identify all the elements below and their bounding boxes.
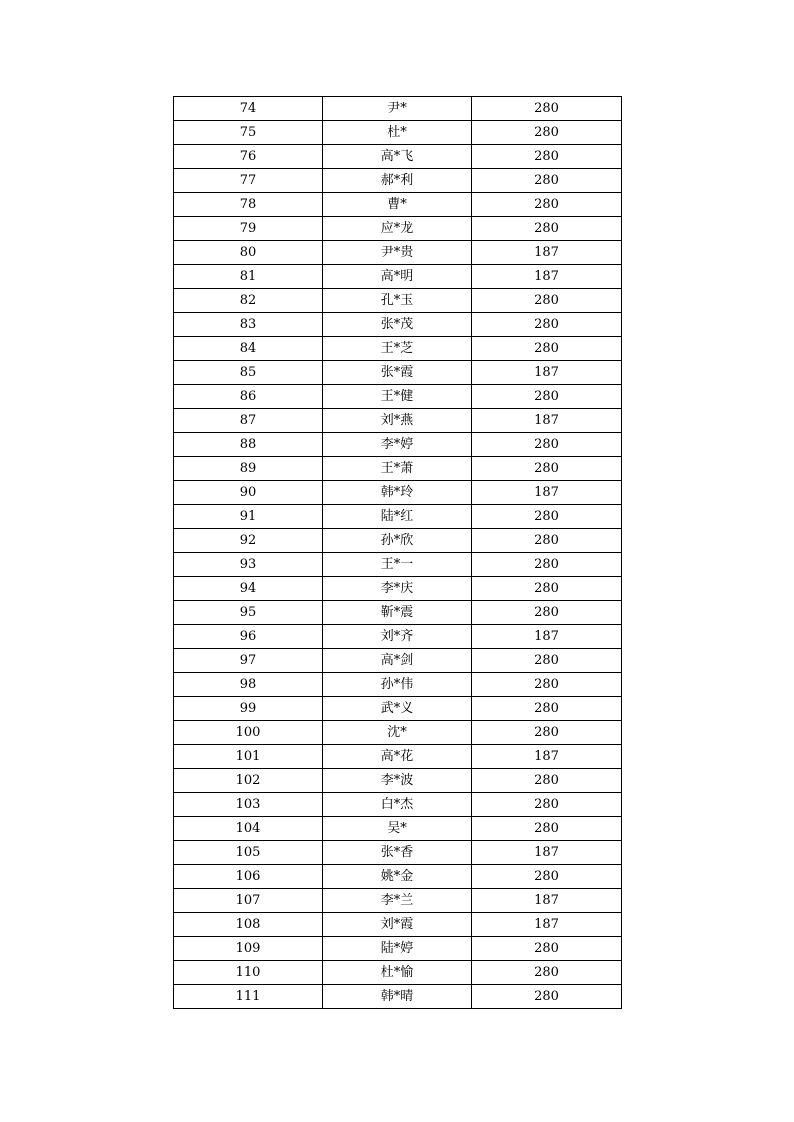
table-row	[174, 529, 622, 553]
table-row	[174, 481, 622, 505]
name-cell: 靳*震	[323, 601, 472, 625]
table-row	[174, 361, 622, 385]
table-row	[174, 985, 622, 1009]
amount-cell: 280	[472, 505, 622, 529]
table-row	[174, 937, 622, 961]
amount-cell: 187	[472, 241, 622, 265]
amount-cell: 280	[472, 721, 622, 745]
row-number-cell: 93	[174, 553, 323, 577]
name-cell: 韩*晴	[323, 985, 472, 1009]
name-cell: 孙*欣	[323, 529, 472, 553]
name-cell: 张*茂	[323, 313, 472, 337]
amount-cell: 187	[472, 625, 622, 649]
amount-cell: 187	[472, 913, 622, 937]
name-cell: 曹*	[323, 193, 472, 217]
row-number-cell: 105	[174, 841, 323, 865]
amount-cell: 280	[472, 217, 622, 241]
row-number-cell: 99	[174, 697, 323, 721]
row-number-cell: 97	[174, 649, 323, 673]
row-number-cell: 94	[174, 577, 323, 601]
name-cell: 李*兰	[323, 889, 472, 913]
name-cell: 刘*霞	[323, 913, 472, 937]
table-row	[174, 673, 622, 697]
name-cell: 高*飞	[323, 145, 472, 169]
amount-cell: 280	[472, 97, 622, 121]
row-number-cell: 75	[174, 121, 323, 145]
amount-cell: 187	[472, 481, 622, 505]
amount-cell: 280	[472, 385, 622, 409]
name-cell: 应*龙	[323, 217, 472, 241]
row-number-cell: 77	[174, 169, 323, 193]
name-cell: 姚*金	[323, 865, 472, 889]
table-row	[174, 889, 622, 913]
table-row	[174, 241, 622, 265]
name-cell: 韩*玲	[323, 481, 472, 505]
table-row	[174, 601, 622, 625]
table-row	[174, 409, 622, 433]
row-number-cell: 76	[174, 145, 323, 169]
amount-cell: 280	[472, 937, 622, 961]
table-row	[174, 649, 622, 673]
row-number-cell: 78	[174, 193, 323, 217]
table-row	[174, 961, 622, 985]
table-row	[174, 217, 622, 241]
table-row	[174, 145, 622, 169]
table-row	[174, 841, 622, 865]
name-cell: 白*杰	[323, 793, 472, 817]
row-number-cell: 109	[174, 937, 323, 961]
row-number-cell: 101	[174, 745, 323, 769]
name-cell: 尹*	[323, 97, 472, 121]
amount-cell: 280	[472, 985, 622, 1009]
row-number-cell: 91	[174, 505, 323, 529]
table-row	[174, 817, 622, 841]
table-row	[174, 337, 622, 361]
table-row	[174, 913, 622, 937]
amount-cell: 280	[472, 289, 622, 313]
table-row	[174, 457, 622, 481]
table-row	[174, 169, 622, 193]
name-cell: 王*萧	[323, 457, 472, 481]
data-table	[173, 96, 622, 1009]
row-number-cell: 108	[174, 913, 323, 937]
table-row	[174, 553, 622, 577]
name-cell: 孙*伟	[323, 673, 472, 697]
row-number-cell: 92	[174, 529, 323, 553]
amount-cell: 280	[472, 673, 622, 697]
row-number-cell: 87	[174, 409, 323, 433]
amount-cell: 280	[472, 145, 622, 169]
name-cell: 刘*齐	[323, 625, 472, 649]
row-number-cell: 96	[174, 625, 323, 649]
row-number-cell: 89	[174, 457, 323, 481]
amount-cell: 280	[472, 169, 622, 193]
table-row	[174, 697, 622, 721]
row-number-cell: 106	[174, 865, 323, 889]
table-row	[174, 265, 622, 289]
amount-cell: 280	[472, 193, 622, 217]
table-row	[174, 505, 622, 529]
row-number-cell: 98	[174, 673, 323, 697]
row-number-cell: 107	[174, 889, 323, 913]
name-cell: 张*香	[323, 841, 472, 865]
row-number-cell: 79	[174, 217, 323, 241]
name-cell: 杜*	[323, 121, 472, 145]
name-cell: 陆*婷	[323, 937, 472, 961]
row-number-cell: 90	[174, 481, 323, 505]
table-row	[174, 793, 622, 817]
row-number-cell: 83	[174, 313, 323, 337]
amount-cell: 280	[472, 121, 622, 145]
amount-cell: 280	[472, 553, 622, 577]
name-cell: 郝*利	[323, 169, 472, 193]
row-number-cell: 80	[174, 241, 323, 265]
row-number-cell: 100	[174, 721, 323, 745]
name-cell: 李*波	[323, 769, 472, 793]
name-cell: 张*霞	[323, 361, 472, 385]
table-row	[174, 289, 622, 313]
amount-cell: 187	[472, 841, 622, 865]
amount-cell: 280	[472, 337, 622, 361]
amount-cell: 187	[472, 409, 622, 433]
table-row	[174, 769, 622, 793]
row-number-cell: 85	[174, 361, 323, 385]
row-number-cell: 84	[174, 337, 323, 361]
name-cell: 沈*	[323, 721, 472, 745]
table-row	[174, 385, 622, 409]
amount-cell: 280	[472, 961, 622, 985]
table-body	[174, 97, 622, 1009]
name-cell: 武*义	[323, 697, 472, 721]
row-number-cell: 110	[174, 961, 323, 985]
amount-cell: 280	[472, 601, 622, 625]
name-cell: 高*剑	[323, 649, 472, 673]
name-cell: 李*庆	[323, 577, 472, 601]
amount-cell: 280	[472, 313, 622, 337]
amount-cell: 187	[472, 361, 622, 385]
amount-cell: 280	[472, 577, 622, 601]
row-number-cell: 95	[174, 601, 323, 625]
amount-cell: 280	[472, 433, 622, 457]
amount-cell: 280	[472, 529, 622, 553]
table-row	[174, 745, 622, 769]
table-row	[174, 193, 622, 217]
amount-cell: 280	[472, 865, 622, 889]
row-number-cell: 81	[174, 265, 323, 289]
table-row	[174, 577, 622, 601]
row-number-cell: 104	[174, 817, 323, 841]
row-number-cell: 82	[174, 289, 323, 313]
row-number-cell: 86	[174, 385, 323, 409]
table-row	[174, 121, 622, 145]
amount-cell: 280	[472, 697, 622, 721]
name-cell: 王*健	[323, 385, 472, 409]
amount-cell: 280	[472, 769, 622, 793]
name-cell: 尹*贵	[323, 241, 472, 265]
table-row	[174, 433, 622, 457]
name-cell: 李*婷	[323, 433, 472, 457]
table-row	[174, 721, 622, 745]
row-number-cell: 103	[174, 793, 323, 817]
amount-cell: 280	[472, 817, 622, 841]
amount-cell: 280	[472, 649, 622, 673]
name-cell: 高*花	[323, 745, 472, 769]
amount-cell: 280	[472, 457, 622, 481]
name-cell: 孔*玉	[323, 289, 472, 313]
amount-cell: 280	[472, 793, 622, 817]
name-cell: 杜*愉	[323, 961, 472, 985]
name-cell: 王*芝	[323, 337, 472, 361]
table-row	[174, 625, 622, 649]
row-number-cell: 102	[174, 769, 323, 793]
table-row	[174, 865, 622, 889]
table-row	[174, 313, 622, 337]
amount-cell: 187	[472, 889, 622, 913]
row-number-cell: 74	[174, 97, 323, 121]
table-row	[174, 97, 622, 121]
name-cell: 陆*红	[323, 505, 472, 529]
name-cell: 王*一	[323, 553, 472, 577]
name-cell: 高*明	[323, 265, 472, 289]
amount-cell: 187	[472, 265, 622, 289]
row-number-cell: 111	[174, 985, 323, 1009]
name-cell: 刘*燕	[323, 409, 472, 433]
name-cell: 吴*	[323, 817, 472, 841]
amount-cell: 187	[472, 745, 622, 769]
row-number-cell: 88	[174, 433, 323, 457]
